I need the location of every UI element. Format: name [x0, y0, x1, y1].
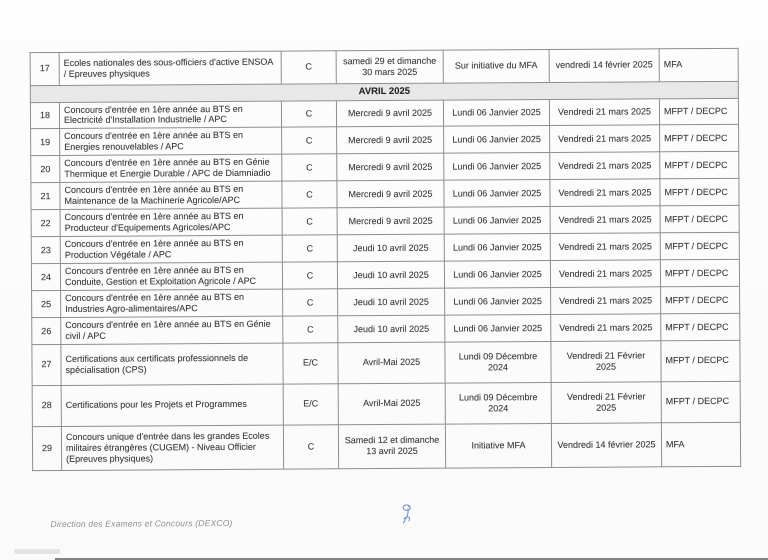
organizer-cell: MFA — [661, 422, 740, 466]
registration-close-date-cell: Vendredi 21 mars 2025 — [550, 152, 660, 180]
registration-close-date-cell: Vendredi 21 mars 2025 — [550, 233, 660, 261]
exam-type-cell: C — [283, 316, 338, 343]
table-row — [31, 125, 739, 156]
table-body — [30, 48, 741, 470]
organizer-cell: MFPT / DECPC — [660, 125, 739, 152]
exam-type-cell: C — [282, 127, 337, 154]
table-row — [31, 179, 739, 210]
exam-date-cell: Avril-Mai 2025 — [338, 383, 445, 425]
exam-type-cell: E/C — [283, 343, 338, 384]
exam-date-cell: Jeudi 10 avril 2025 — [338, 288, 445, 316]
organizer-cell: MFPT / DECPC — [661, 340, 740, 381]
description-cell: Concours d'entrée en 1ère année au BTS en Producteur d'Equipements Agricoles/APC — [60, 208, 282, 236]
scan-smudge-artifact — [14, 549, 60, 554]
description-cell: Concours d'entrée en 1ère année au BTS en Génie civil / APC — [61, 316, 283, 344]
registration-open-date-cell: Initiative MFA — [445, 423, 551, 468]
row-number-cell: 29 — [32, 426, 61, 470]
organizer-cell: MFPT / DECPC — [660, 152, 739, 179]
description-cell: Certifications pour les Projets et Programmes — [61, 384, 283, 426]
registration-close-date-cell: Vendredi 21 Février 2025 — [551, 341, 661, 383]
registration-close-date-cell: Vendredi 21 mars 2025 — [551, 287, 661, 315]
row-number-cell: 20 — [31, 156, 60, 183]
registration-open-date-cell: Lundi 06 Janvier 2025 — [444, 153, 550, 181]
exam-date-cell: Jeudi 10 avril 2025 — [337, 261, 444, 289]
exam-date-cell: Mercredi 9 avril 2025 — [337, 180, 444, 208]
table-row — [31, 233, 739, 264]
registration-close-date-cell: Vendredi 21 mars 2025 — [550, 179, 660, 207]
row-number-cell: 18 — [30, 102, 59, 129]
organizer-cell: MFPT / DECPC — [660, 206, 739, 233]
row-number-cell: 23 — [31, 237, 60, 264]
exam-schedule-table — [30, 48, 742, 471]
exam-type-cell: E/C — [283, 384, 338, 425]
registration-open-date-cell: Sur initiative du MFA — [443, 49, 549, 83]
organizer-cell: MFPT / DECPC — [660, 259, 739, 286]
registration-open-date-cell: Lundi 09 Décembre 2024 — [445, 341, 551, 383]
row-number-cell: 25 — [32, 291, 61, 318]
registration-close-date-cell: Vendredi 21 mars 2025 — [550, 125, 660, 153]
footer-note — [50, 518, 232, 529]
registration-open-date-cell: Lundi 06 Janvier 2025 — [444, 234, 550, 262]
exam-date-cell: Avril-Mai 2025 — [338, 342, 445, 384]
row-number-cell: 24 — [31, 264, 60, 291]
registration-open-date-cell: Lundi 06 Janvier 2025 — [445, 288, 551, 316]
description-cell: Concours d'entrée en 1ère année au BTS en Conduite, Gestion et Exploitation Agricole / APC — [60, 262, 282, 290]
exam-date-cell: Jeudi 10 avril 2025 — [337, 234, 444, 262]
registration-close-date-cell: vendredi 14 février 2025 — [549, 49, 659, 83]
footer-text: Direction des Examens et Concours (DEXCO) — [50, 517, 233, 530]
organizer-cell: MFPT / DECPC — [660, 233, 739, 260]
organizer-cell: MFPT / DECPC — [659, 98, 738, 125]
table-row — [32, 313, 740, 344]
signature-paraphe-icon — [395, 501, 419, 529]
exam-date-cell: Mercredi 9 avril 2025 — [337, 207, 444, 235]
registration-close-date-cell: Vendredi 21 mars 2025 — [550, 206, 660, 234]
description-cell: Concours unique d'entrée dans les grandes Ecoles militaires étrangères (CUGEM) - Niveau Officier (Epreuves physiques) — [61, 425, 283, 470]
exam-type-cell: C — [283, 425, 338, 469]
table-row — [32, 381, 740, 426]
month-section-label: AVRIL 2025 — [30, 81, 738, 102]
description-cell: Concours d'entrée en 1ère année au BTS en Electricité d'Installation Industrielle / APC — [59, 101, 281, 129]
exam-type-cell: C — [281, 100, 336, 127]
exam-date-cell: Mercredi 9 avril 2025 — [337, 154, 444, 182]
table-row — [31, 259, 739, 290]
exam-date-cell: samedi 29 et dimanche 30 mars 2025 — [336, 50, 443, 84]
exam-type-cell: C — [282, 154, 337, 181]
row-number-cell: 26 — [32, 317, 61, 344]
description-cell: Concours d'entrée en 1ère année au BTS en Industries Agro-alimentaires/APC — [61, 289, 283, 317]
registration-open-date-cell: Lundi 06 Janvier 2025 — [444, 126, 550, 154]
registration-open-date-cell: Lundi 06 Janvier 2025 — [444, 261, 550, 289]
registration-open-date-cell: Lundi 06 Janvier 2025 — [444, 207, 550, 235]
registration-open-date-cell: Lundi 06 Janvier 2025 — [445, 314, 551, 342]
description-cell: Concours d'entrée en 1ère année au BTS en Production Végétale / APC — [60, 235, 282, 263]
organizer-cell: MFA — [659, 48, 738, 81]
row-number-cell: 22 — [31, 210, 60, 237]
description-cell: Certifications aux certificats professionnels de spécialisation (CPS) — [61, 343, 283, 385]
exam-date-cell: Mercredi 9 avril 2025 — [337, 127, 444, 155]
registration-close-date-cell: Vendredi 21 mars 2025 — [550, 260, 660, 288]
registration-close-date-cell: Vendredi 21 mars 2025 — [551, 314, 661, 342]
registration-open-date-cell: Lundi 06 Janvier 2025 — [443, 99, 549, 127]
registration-open-date-cell: Lundi 06 Janvier 2025 — [444, 180, 550, 208]
organizer-cell: MFPT / DECPC — [661, 313, 740, 340]
exam-type-cell: C — [283, 289, 338, 316]
exam-date-cell: Mercredi 9 avril 2025 — [336, 100, 443, 128]
description-cell: Concours d'entrée en 1ère année au BTS en Maintenance de la Machinerie Agricole/APC — [60, 181, 282, 209]
table-row — [30, 48, 738, 85]
description-cell: Ecoles nationales des sous-officiers d'active ENSOA / Epreuves physiques — [59, 51, 281, 85]
registration-close-date-cell: Vendredi 21 Février 2025 — [551, 382, 661, 424]
description-cell: Concours d'entrée en 1ère année au BTS en Génie Thermique et Energie Durable / APC de Diamniadio — [60, 155, 282, 183]
exam-date-cell: Jeudi 10 avril 2025 — [338, 315, 445, 343]
exam-type-cell: C — [282, 235, 337, 262]
row-number-cell: 19 — [31, 129, 60, 156]
organizer-cell: MFPT / DECPC — [661, 381, 740, 422]
table-row — [32, 422, 740, 470]
table-row — [31, 152, 739, 183]
registration-open-date-cell: Lundi 09 Décembre 2024 — [445, 382, 551, 424]
organizer-cell: MFPT / DECPC — [661, 286, 740, 313]
row-number-cell: 27 — [32, 344, 61, 385]
description-cell: Concours d'entrée en 1ère année au BTS en Energies renouvelables / APC — [60, 128, 282, 156]
exam-type-cell: C — [282, 208, 337, 235]
organizer-cell: MFPT / DECPC — [660, 179, 739, 206]
table-row — [30, 98, 738, 129]
registration-close-date-cell: Vendredi 14 février 2025 — [551, 423, 661, 468]
row-number-cell: 17 — [30, 52, 59, 85]
table-row — [32, 340, 740, 385]
registration-close-date-cell: Vendredi 21 mars 2025 — [549, 98, 659, 126]
exam-type-cell: C — [282, 181, 337, 208]
row-number-cell: 21 — [31, 183, 60, 210]
exam-type-cell: C — [281, 51, 336, 84]
table-row — [31, 206, 739, 237]
exam-type-cell: C — [282, 262, 337, 289]
exam-date-cell: Samedi 12 et dimanche 13 avril 2025 — [338, 424, 445, 469]
row-number-cell: 28 — [32, 385, 61, 426]
table-row — [32, 286, 740, 317]
